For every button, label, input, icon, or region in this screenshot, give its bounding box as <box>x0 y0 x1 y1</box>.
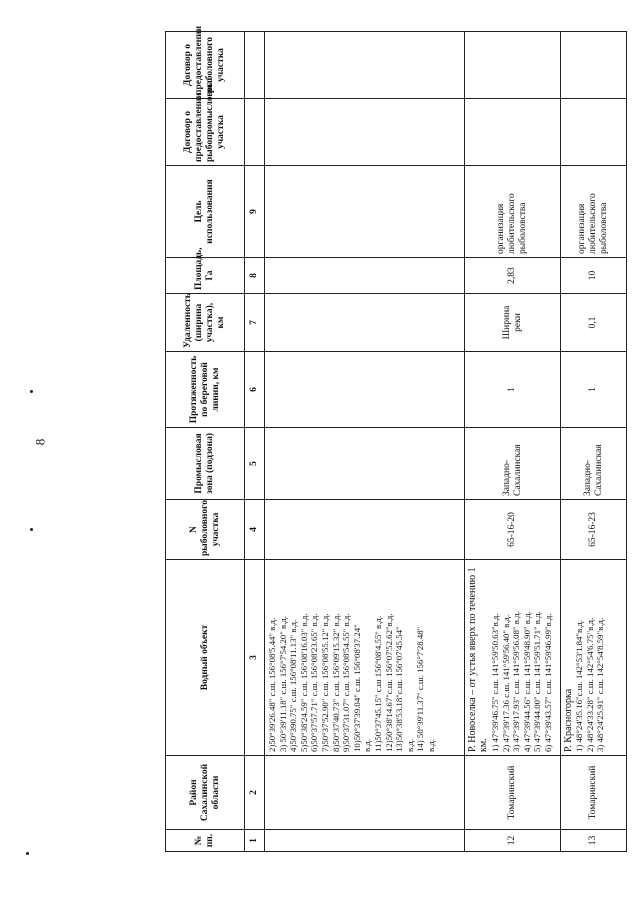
row-length: 1 <box>465 352 561 428</box>
coordinate-line: 3) 47°39'17.93" с.ш. 141°59'56.08" в.д. <box>511 611 522 752</box>
row-num: 13 <box>561 830 627 852</box>
coordinate-line: 5) 47°39'44.00" с.ш. 141°59'51.71" в.д. <box>532 611 543 752</box>
row-contract-plot <box>465 32 561 99</box>
coordinate-line: 6) 47°39'43.57" с.ш. 141°59'46.99"в.д. <box>542 613 553 752</box>
coordinate-line: 1) 47°39'46.75" с.ш. 141°59'50.63"в.д. <box>490 613 500 752</box>
row-contract-fish <box>465 99 561 166</box>
coordinate-line: 3) 50°39'11.18" с.ш. 156°7'54.20" в.д. <box>277 615 288 752</box>
header-distance: Удаленность (ширина участка), км <box>166 294 245 352</box>
coordinate-line: в.д. <box>404 738 415 752</box>
header-row <box>166 32 245 852</box>
coordinate-line: 2)50°39'26.48" с.ш. 156°08'5.44" в.д. <box>267 617 277 752</box>
row-area: 2,83 <box>465 258 561 294</box>
header-plot-num: N рыболовного участка <box>166 500 245 560</box>
index-row <box>245 32 265 852</box>
coordinate-line: 10)50°37'39.04" с.ш. 156°08'37.24" <box>351 624 362 752</box>
row-length <box>265 352 465 428</box>
row-length: 1 <box>561 352 627 428</box>
coordinate-line: 3) 48°24'25.91" с.ш. 142°54'8.59"в.д. <box>595 617 606 752</box>
row-district: Томаринский <box>465 756 561 830</box>
coordinate-line: 8)50°37'40.73" с.ш. 156°09'15.32" в.д. <box>330 613 341 752</box>
row-num: 12 <box>465 830 561 852</box>
row-purpose: организация любительского рыболовства <box>561 166 627 258</box>
header-contract-fish: Договор о предоставлении рыбопромыслового участка <box>166 99 245 166</box>
row-purpose: организация любительского рыболовства <box>465 166 561 258</box>
table-row <box>561 32 627 852</box>
header-zone: Промысловая зона (подзона) <box>166 428 245 500</box>
row-plot-num: 65-16-23 <box>561 500 627 560</box>
fishing-plots-table <box>165 25 627 852</box>
row-district <box>265 756 465 830</box>
index-cell: 4 <box>245 500 265 560</box>
header-water-body: Водный объект <box>166 560 245 756</box>
row-contract-fish <box>561 99 627 166</box>
scan-speck <box>30 528 33 531</box>
row-district: Томаринский <box>561 756 627 830</box>
page-number: 8 <box>32 438 48 446</box>
header-district: Район Сахалинской области <box>166 756 245 830</box>
row-distance <box>265 294 465 352</box>
row-water-body <box>265 560 465 756</box>
row-distance: 0,1 <box>561 294 627 352</box>
row-num <box>265 830 465 852</box>
row-water-body <box>561 560 627 756</box>
row-zone <box>265 428 465 500</box>
header-length: Протяженность по береговой линии, км <box>166 352 245 428</box>
index-cell <box>245 99 265 166</box>
index-cell: 5 <box>245 428 265 500</box>
water-body-title: Р. Новоселка – от устья вверх по течению 1 км. <box>467 567 489 752</box>
coordinate-line: 12)50°38'14.67"с.ш. 156°07'52.62"в.д. <box>383 613 394 752</box>
row-area <box>265 258 465 294</box>
row-zone: Западно-Сахалинская <box>561 428 627 500</box>
row-water-body <box>465 560 561 756</box>
coordinate-line: 7)50°37'52.90" с.ш. 156°08'55.12" в.д. <box>319 613 330 752</box>
coordinate-line: 11)50°37'45.15" с.ш 156°08'4.55" в.д. <box>372 615 383 752</box>
row-distance: Ширина реки <box>465 294 561 352</box>
row-plot-num: 65-16-20 <box>465 500 561 560</box>
index-cell: 2 <box>245 756 265 830</box>
coordinate-line: 6)50°37'57.71" с.ш. 156°08'23.65" в.д. <box>309 613 320 752</box>
coordinate-line: 4) 47°39'44.56" с.ш. 141°59'48.90" в.д. <box>521 611 532 752</box>
water-body-title: Р. Красногорка <box>563 688 574 752</box>
row-contract-fish <box>265 99 465 166</box>
row-contract-plot <box>265 32 465 99</box>
row-zone: Западно-Сахалинская <box>465 428 561 500</box>
coordinate-line: 13)50°38'53.18"с.ш. 156°07'45.54" <box>394 626 405 752</box>
index-cell: 9 <box>245 166 265 258</box>
header-num: № пп. <box>166 830 245 852</box>
rotated-table-wrapper <box>165 25 626 852</box>
coordinate-line: в.д. <box>362 738 373 752</box>
coordinate-line: 5)50°38'24.59" с.ш. 156°08'16.03" в.д. <box>298 613 309 752</box>
scan-speck <box>30 390 33 393</box>
coordinate-line: 2) 47°39'17.36 с.ш. 141°59'56.40" в.д. <box>500 614 511 752</box>
table-row <box>265 32 465 852</box>
row-purpose <box>265 166 465 258</box>
coordinate-line: 4)50°390.75" с.ш. 156°08'11.13" в.д. <box>288 619 299 752</box>
table-row <box>465 32 561 852</box>
scan-speck <box>26 852 29 855</box>
index-cell: 1 <box>245 830 265 852</box>
coordinate-line: 9)50°37'31.07" с.ш. 156°08'54.55" в.д. <box>341 613 352 752</box>
coordinate-line: 1) 48°24'35.16"с.ш. 142°53'1.84"в.д. <box>574 620 584 752</box>
index-cell <box>245 32 265 99</box>
header-area: Площадь, Га <box>166 258 245 294</box>
row-area: 10 <box>561 258 627 294</box>
header-contract-plot: Договор о предоставлении рыболовного участка <box>166 32 245 99</box>
row-contract-plot <box>561 32 627 99</box>
header-purpose: Цель использования <box>166 166 245 258</box>
coordinate-line: в.д. <box>425 738 436 752</box>
index-cell: 6 <box>245 352 265 428</box>
index-cell: 8 <box>245 258 265 294</box>
coordinate-line: 14) 50°39'11.37" с.ш. 156°7'28.48" <box>415 626 426 752</box>
index-cell: 7 <box>245 294 265 352</box>
coordinate-line: 2) 48°24'33.28" с.ш. 142°54'6.75"в.д. <box>584 617 595 752</box>
row-plot-num <box>265 500 465 560</box>
index-cell: 3 <box>245 560 265 756</box>
